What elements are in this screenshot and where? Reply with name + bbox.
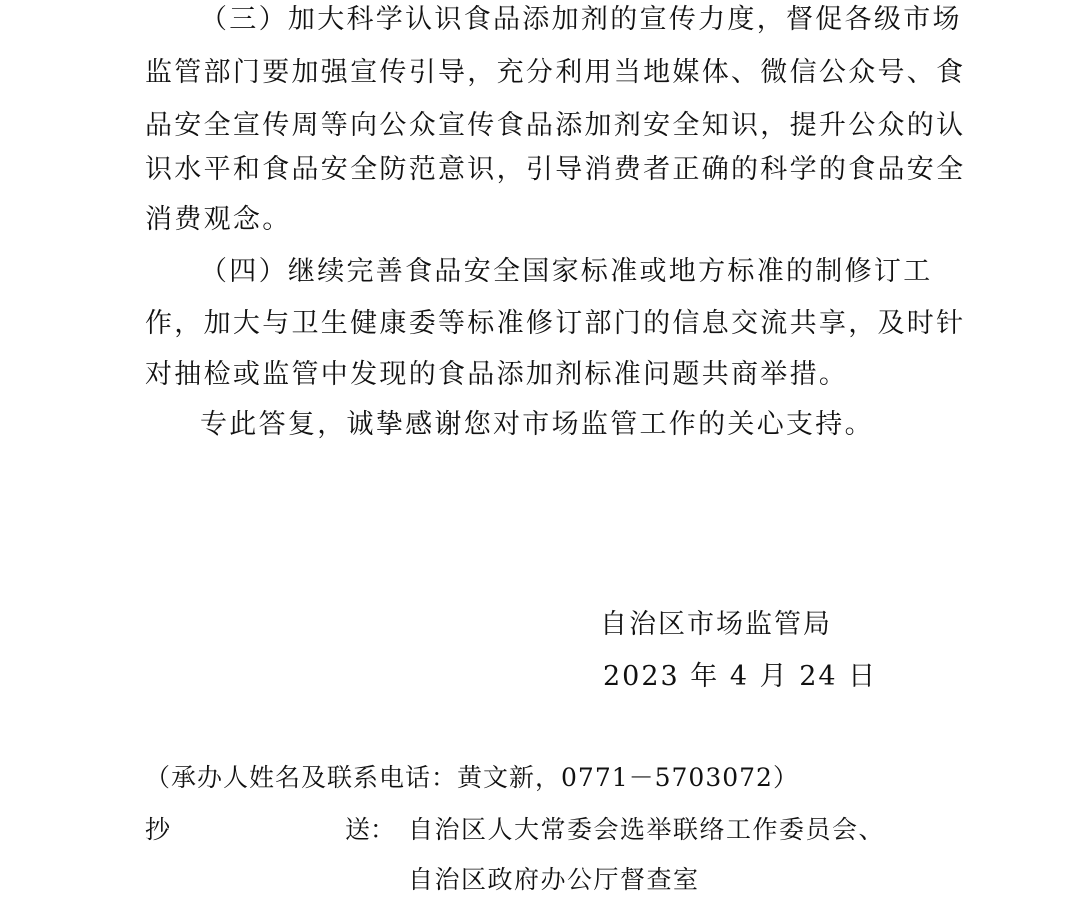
closing-sentence: 专此答复，诚挚感谢您对市场监管工作的关心支持。 [200, 409, 874, 440]
paragraph-3-line-1: （三）加大科学认识食品添加剂的宣传力度，督促各级市场 [200, 4, 962, 35]
cc-recipient-1: 自治区人大常委会选举联络工作委员会、 [408, 815, 886, 844]
paragraph-4-line-1: （四）继续完善食品安全国家标准或地方标准的制修订工 [200, 256, 933, 287]
contact-info: （承办人姓名及联系电话：黄文新，0771－5703072） [145, 763, 799, 792]
paragraph-3-line-3: 品安全宣传周等向公众宣传食品添加剂安全知识，提升公众的认 [145, 110, 966, 141]
paragraph-4-line-2: 作，加大与卫生健康委等标准修订部门的信息交流共享，及时针 [145, 308, 966, 339]
paragraph-3-line-2: 监管部门要加强宣传引导，充分利用当地媒体、微信公众号、食 [145, 57, 966, 88]
paragraph-3-line-4: 识水平和食品安全防范意识，引导消费者正确的科学的食品安全 [145, 154, 966, 185]
cc-recipient-2: 自治区政府办公厅督查室 [408, 865, 700, 894]
paragraph-3-line-5: 消费观念。 [145, 204, 292, 235]
paragraph-4-line-3: 对抽检或监管中发现的食品添加剂标准问题共商举措。 [145, 359, 849, 390]
cc-send-label: 送： [345, 815, 396, 844]
signature-date: 2023 年 4 月 24 日 [603, 661, 878, 692]
cc-label: 抄 [145, 815, 171, 844]
signature-organization: 自治区市场监管局 [600, 609, 832, 640]
